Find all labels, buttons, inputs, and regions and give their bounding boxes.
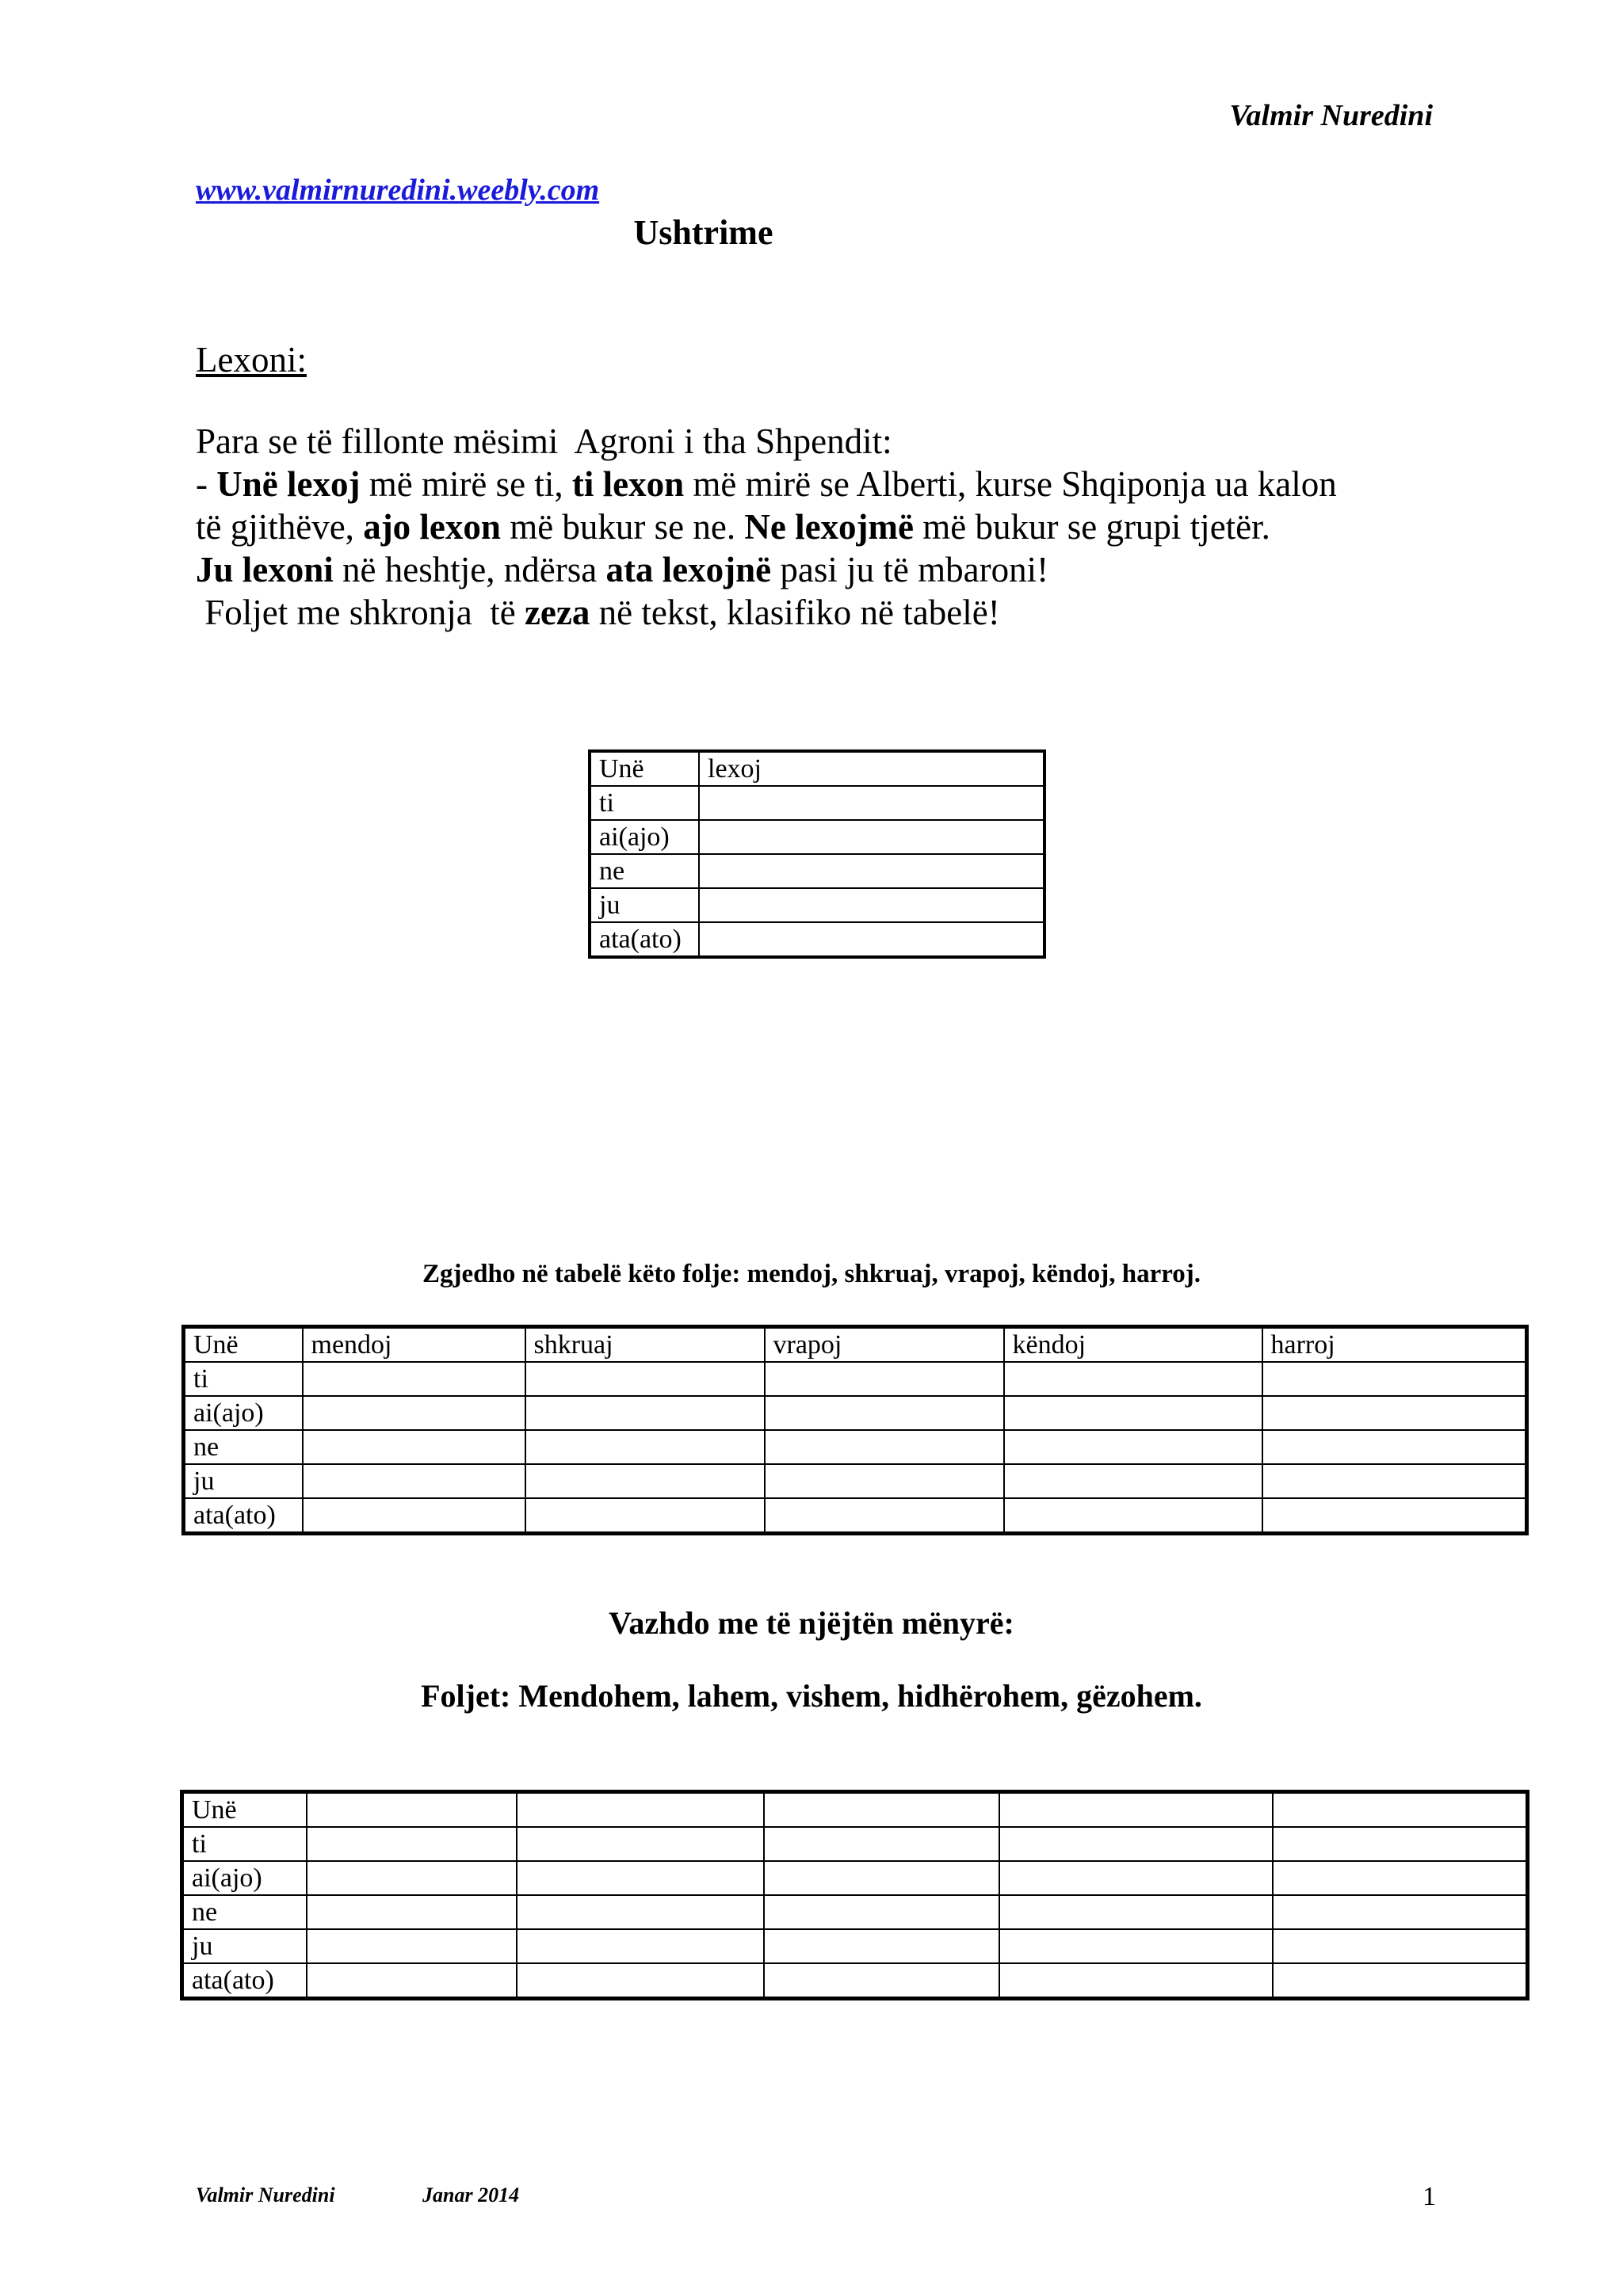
verb-cell[interactable]: [517, 1861, 764, 1895]
bold-verb-phrase: ata lexojnë: [605, 550, 772, 589]
verb-cell[interactable]: [999, 1792, 1273, 1828]
table-row: [590, 786, 1044, 820]
text-segment: më bukur se grupi tjetër.: [914, 507, 1270, 547]
verb-cell[interactable]: [307, 1861, 517, 1895]
verb-cell[interactable]: [307, 1895, 517, 1929]
verb-cell[interactable]: [303, 1498, 525, 1534]
verb-cell[interactable]: [1273, 1792, 1528, 1828]
verb-cell[interactable]: [525, 1498, 765, 1534]
table-row: [182, 1827, 1528, 1861]
verb-cell[interactable]: [764, 1861, 999, 1895]
page-title: Ushtrime: [633, 213, 773, 252]
website-link[interactable]: www.valmirnuredini.weebly.com: [196, 174, 600, 207]
verb-cell[interactable]: [764, 1827, 999, 1861]
verb-cell[interactable]: [765, 1464, 1004, 1498]
verb-cell[interactable]: [517, 1929, 764, 1963]
page-number: 1: [1423, 2182, 1436, 2211]
verb-cell[interactable]: [307, 1792, 517, 1828]
verb-cell[interactable]: [1004, 1396, 1262, 1430]
verb-cell[interactable]: [307, 1963, 517, 1999]
pronoun-cell: ti: [590, 786, 699, 820]
pronoun-cell: ne: [590, 854, 699, 888]
bold-verb-phrase: Unë lexoj: [216, 464, 361, 504]
exercise2-instruction: Zgjedho në tabelë këto folje: mendoj, shkruaj, vrapoj, këndoj, harroj.: [422, 1260, 1201, 1288]
verb-cell[interactable]: [1004, 1464, 1262, 1498]
reading-heading: Lexoni:: [196, 340, 307, 379]
verb-cell[interactable]: [765, 1362, 1004, 1396]
text-segment: më mirë se ti,: [360, 464, 572, 504]
verb-cell[interactable]: [1262, 1362, 1527, 1396]
reading-paragraph: [196, 420, 1480, 634]
verb-cell[interactable]: [525, 1362, 765, 1396]
verb-cell[interactable]: [999, 1895, 1273, 1929]
verb-cell[interactable]: [525, 1464, 765, 1498]
verb-cell[interactable]: [1262, 1464, 1527, 1498]
table-row: [590, 888, 1044, 922]
table-row: [184, 1430, 1527, 1464]
text-segment: -: [196, 464, 217, 504]
text-segment: në heshtje, ndërsa: [333, 550, 606, 589]
verb-cell[interactable]: [525, 1396, 765, 1430]
verb-cell[interactable]: [699, 820, 1044, 854]
verb-cell[interactable]: [1004, 1498, 1262, 1534]
footer-date: Janar 2014: [422, 2183, 520, 2206]
text-segment: pasi ju të mbaroni!: [771, 550, 1049, 589]
table-row: [184, 1464, 1527, 1498]
paragraph-line: [196, 591, 1480, 634]
verb-cell[interactable]: [517, 1827, 764, 1861]
verb-cell[interactable]: [1004, 1362, 1262, 1396]
verb-cell[interactable]: [307, 1827, 517, 1861]
pronoun-cell: ju: [590, 888, 699, 922]
table-row: [182, 1963, 1528, 1999]
pronoun-cell: ai(ajo): [590, 820, 699, 854]
table-pronoun-lexoj: [588, 749, 1046, 959]
verb-cell[interactable]: [1273, 1929, 1528, 1963]
table-row: [184, 1498, 1527, 1534]
verb-cell[interactable]: [525, 1430, 765, 1464]
pronoun-cell: Unë: [590, 751, 699, 786]
verb-cell[interactable]: [517, 1963, 764, 1999]
pronoun-cell: Unë: [184, 1327, 303, 1363]
verb-cell[interactable]: [307, 1929, 517, 1963]
verb-cell[interactable]: [999, 1963, 1273, 1999]
table-row: [184, 1396, 1527, 1430]
pronoun-cell: ju: [184, 1464, 303, 1498]
pronoun-cell: ata(ato): [590, 922, 699, 957]
verb-cell[interactable]: [765, 1498, 1004, 1534]
pronoun-cell: ju: [182, 1929, 307, 1963]
verb-cell[interactable]: harroj: [1262, 1327, 1527, 1363]
table-row: [590, 854, 1044, 888]
table-row: [184, 1362, 1527, 1396]
exercise3-instruction: Vazhdo me të njëjtën mënyrë:: [609, 1605, 1014, 1641]
verb-cell[interactable]: [999, 1929, 1273, 1963]
verb-cell[interactable]: [999, 1827, 1273, 1861]
verb-cell[interactable]: [764, 1929, 999, 1963]
table-row: [590, 922, 1044, 957]
bold-verb-phrase: ajo lexon: [363, 507, 501, 547]
pronoun-cell: ne: [184, 1430, 303, 1464]
pronoun-cell: ne: [182, 1895, 307, 1929]
table-row: [590, 820, 1044, 854]
text-segment: të gjithëve,: [196, 507, 364, 547]
table-row: [590, 751, 1044, 786]
verb-cell[interactable]: [303, 1430, 525, 1464]
header-author: Valmir Nuredini: [1229, 99, 1433, 132]
bold-verb-phrase: Ne lexojmë: [744, 507, 914, 547]
pronoun-cell: ti: [184, 1362, 303, 1396]
table-row: [182, 1861, 1528, 1895]
verb-cell[interactable]: vrapoj: [765, 1327, 1004, 1363]
verb-cell[interactable]: [1262, 1498, 1527, 1534]
verb-cell[interactable]: [699, 786, 1044, 820]
paragraph-line: [196, 548, 1480, 591]
table-exercise2: [181, 1325, 1529, 1535]
verb-cell[interactable]: [517, 1895, 764, 1929]
pronoun-cell: ai(ajo): [184, 1396, 303, 1430]
paragraph-line: [196, 505, 1480, 548]
verb-cell[interactable]: [1273, 1895, 1528, 1929]
text-segment: më mirë se Alberti, kurse Shqiponja ua kalon: [684, 464, 1337, 504]
verb-cell[interactable]: [303, 1464, 525, 1498]
pronoun-cell: ti: [182, 1827, 307, 1861]
table-row: [182, 1895, 1528, 1929]
verb-cell[interactable]: [764, 1792, 999, 1828]
verb-cell[interactable]: [1004, 1430, 1262, 1464]
verb-cell[interactable]: [1262, 1430, 1527, 1464]
pronoun-cell: Unë: [182, 1792, 307, 1828]
table-row: [182, 1929, 1528, 1963]
verb-cell[interactable]: [699, 854, 1044, 888]
text-segment: në tekst, klasifiko në tabelë!: [590, 593, 1000, 632]
verb-cell[interactable]: [1273, 1963, 1528, 1999]
table-row: [184, 1327, 1527, 1363]
verb-cell[interactable]: [699, 888, 1044, 922]
verb-cell[interactable]: [765, 1430, 1004, 1464]
verb-cell[interactable]: këndoj: [1004, 1327, 1262, 1363]
table-exercise3: [180, 1790, 1529, 2000]
verb-cell[interactable]: [303, 1396, 525, 1430]
verb-cell[interactable]: shkruaj: [525, 1327, 765, 1363]
verb-cell[interactable]: mendoj: [303, 1327, 525, 1363]
text-segment: Foljet me shkronja të: [196, 593, 525, 632]
table-row: [182, 1792, 1528, 1828]
verb-cell[interactable]: [765, 1396, 1004, 1430]
verb-cell[interactable]: [764, 1895, 999, 1929]
bold-verb-phrase: ti lexon: [571, 464, 685, 504]
footer-author: Valmir Nuredini: [196, 2183, 335, 2206]
verb-cell[interactable]: [999, 1861, 1273, 1895]
verb-cell[interactable]: lexoj: [699, 751, 1044, 786]
verb-cell[interactable]: [303, 1362, 525, 1396]
paragraph-line: [196, 420, 1480, 463]
verb-cell[interactable]: [1273, 1861, 1528, 1895]
exercise3-verbs: Foljet: Mendohem, lahem, vishem, hidhërohem, gëzohem.: [421, 1678, 1202, 1714]
pronoun-cell: ata(ato): [182, 1963, 307, 1999]
bold-verb-phrase: Ju lexoni: [196, 550, 334, 589]
verb-cell[interactable]: [517, 1792, 764, 1828]
text-segment: Para se të fillonte mësimi Agroni i tha Shpendit:: [196, 421, 892, 461]
bold-verb-phrase: zeza: [524, 593, 590, 632]
pronoun-cell: ai(ajo): [182, 1861, 307, 1895]
pronoun-cell: ata(ato): [184, 1498, 303, 1534]
verb-cell[interactable]: [764, 1963, 999, 1999]
verb-cell[interactable]: [699, 922, 1044, 957]
verb-cell[interactable]: [1273, 1827, 1528, 1861]
paragraph-line: [196, 463, 1480, 505]
text-segment: më bukur se ne.: [500, 507, 745, 547]
verb-cell[interactable]: [1262, 1396, 1527, 1430]
